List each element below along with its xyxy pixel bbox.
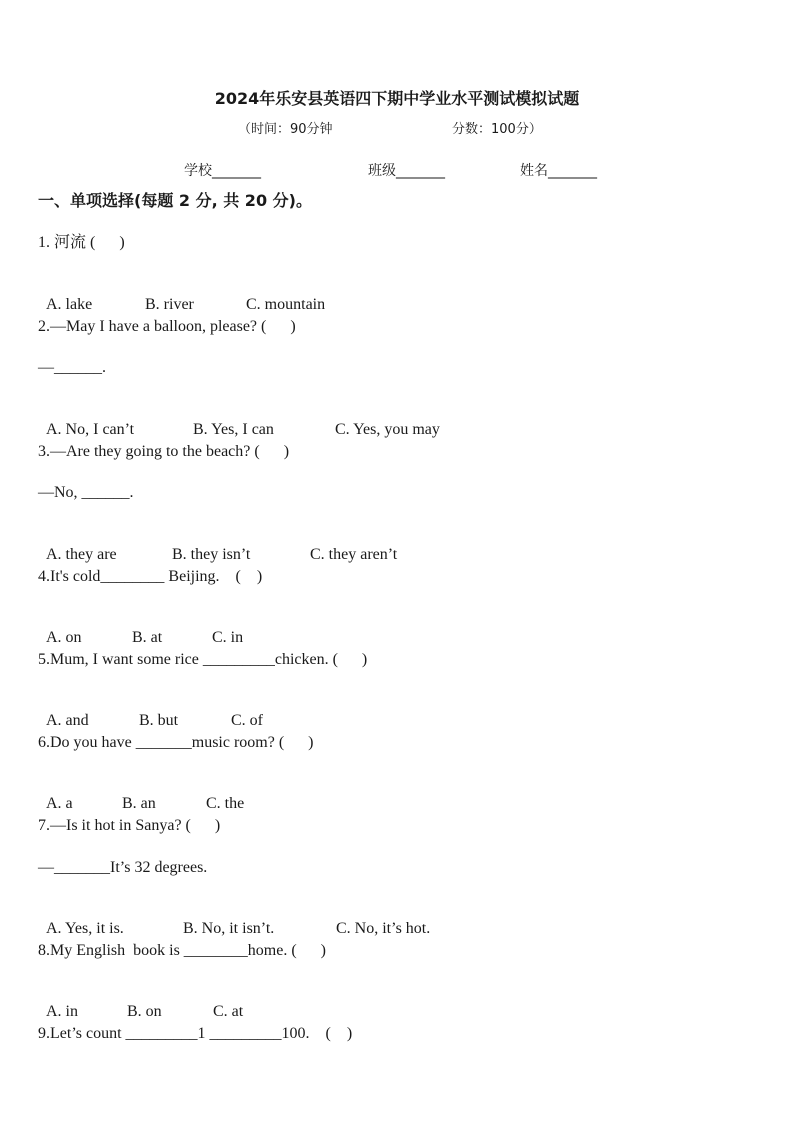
option-c[interactable]: C. at bbox=[213, 1003, 244, 1020]
option-c[interactable]: C. No, it’s hot. bbox=[336, 920, 431, 937]
section-heading: 一、单项选择(每题 2 分, 共 20 分)。 bbox=[38, 191, 312, 210]
options-row bbox=[38, 400, 440, 440]
option-b[interactable]: B. Yes, I can bbox=[193, 421, 274, 438]
option-c[interactable]: C. Yes, you may bbox=[335, 421, 440, 438]
answer-line: —______. bbox=[38, 359, 106, 376]
options-row bbox=[38, 691, 263, 731]
question-stem: 2.—May I have a balloon, please? ( ) bbox=[38, 318, 296, 335]
name-field[interactable]: 姓名_______ bbox=[520, 163, 597, 179]
exam-score: 分数：100分） bbox=[452, 122, 542, 137]
option-a[interactable]: A. on bbox=[46, 629, 82, 646]
options-row bbox=[38, 982, 243, 1022]
exam-time: （时间：90分钟 bbox=[238, 122, 333, 137]
option-b[interactable]: B. No, it isn’t. bbox=[183, 920, 275, 937]
options-row bbox=[38, 899, 430, 939]
question-stem: 8.My English book is ________home. ( ) bbox=[38, 942, 326, 959]
option-c[interactable]: C. of bbox=[231, 712, 263, 729]
option-c[interactable]: C. the bbox=[206, 795, 245, 812]
question-stem: 7.—Is it hot in Sanya? ( ) bbox=[38, 817, 221, 834]
option-a[interactable]: A. a bbox=[46, 795, 73, 812]
option-b[interactable]: B. an bbox=[122, 795, 156, 812]
question-stem: 5.Mum, I want some rice _________chicken. ( ) bbox=[38, 651, 368, 668]
question-stem: 3.—Are they going to the beach? ( ) bbox=[38, 443, 290, 460]
option-a[interactable]: A. Yes, it is. bbox=[46, 920, 124, 937]
answer-line: —_______It’s 32 degrees. bbox=[38, 859, 208, 876]
school-field[interactable]: 学校_______ bbox=[184, 163, 261, 179]
option-c[interactable]: C. mountain bbox=[246, 296, 326, 313]
options-row bbox=[38, 774, 244, 814]
option-b[interactable]: B. they isn’t bbox=[172, 546, 251, 563]
option-a[interactable]: A. they are bbox=[46, 546, 117, 563]
option-a[interactable]: A. and bbox=[46, 712, 89, 729]
option-a[interactable]: A. in bbox=[46, 1003, 78, 1020]
option-a[interactable]: A. No, I can’t bbox=[46, 421, 135, 438]
question-stem: 4.It's cold________ Beijing. ( ) bbox=[38, 568, 263, 585]
question-stem: 9.Let’s count _________1 _________100. ( ) bbox=[38, 1025, 353, 1042]
option-a[interactable]: A. lake bbox=[46, 296, 93, 313]
answer-line: —No, ______. bbox=[38, 484, 134, 501]
options-row bbox=[38, 275, 325, 315]
option-b[interactable]: B. at bbox=[132, 629, 163, 646]
options-row bbox=[38, 525, 397, 565]
question-stem: 1. 河流 ( ) bbox=[38, 234, 125, 251]
option-b[interactable]: B. on bbox=[127, 1003, 162, 1020]
options-row bbox=[38, 608, 243, 648]
option-c[interactable]: C. in bbox=[212, 629, 244, 646]
page-title: 2024年乐安县英语四下期中学业水平测试模拟试题 bbox=[214, 89, 580, 108]
question-stem: 6.Do you have _______music room? ( ) bbox=[38, 734, 314, 751]
option-b[interactable]: B. river bbox=[145, 296, 194, 313]
option-c[interactable]: C. they aren’t bbox=[310, 546, 398, 563]
class-field[interactable]: 班级_______ bbox=[368, 163, 445, 179]
option-b[interactable]: B. but bbox=[139, 712, 179, 729]
